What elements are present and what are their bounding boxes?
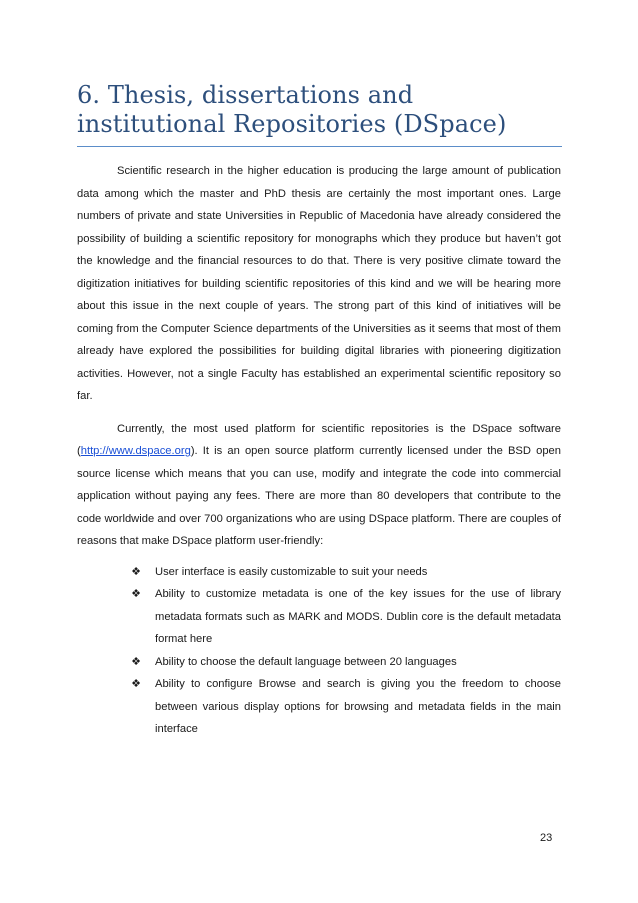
list-item	[123, 673, 561, 741]
paragraph-2	[77, 418, 561, 553]
list-item-text: User interface is easily customizable to suit your needs	[155, 565, 428, 578]
paragraph-2-text-before-link: Currently, the most used platform for scientific repositories is the DSpace software (	[77, 422, 561, 457]
list-item-text: Ability to choose the default language between 20 languages	[155, 655, 457, 668]
heading-underline	[77, 146, 562, 147]
paragraph-2-text-after-link: ). It is an open source platform currently licensed under the BSD open source license which means that you can use, modify and integrate the code into commercial application without paying any fees. There are more than 80 developers that contribute to the code worldwide and over 700 organizations who are using DSpace platform. There are couples of reasons that make DSpace platform user-friendly:	[77, 445, 561, 547]
page-number: 23	[540, 832, 553, 844]
list-item-text: Ability to configure Browse and search is giving you the freedom to choose between various display options for browsing and metadata fields in the main interface	[155, 678, 561, 735]
list-item	[123, 651, 561, 674]
feature-list	[77, 561, 561, 741]
list-item	[123, 561, 561, 584]
section-heading-line-1: 6. Thesis, dissertations and	[77, 81, 414, 109]
section-heading	[77, 81, 567, 139]
section-heading-line-2: institutional Repositories (DSpace)	[77, 110, 507, 138]
dspace-link[interactable]: http://www.dspace.org	[80, 445, 191, 457]
diamond-bullet-icon: ❖	[131, 587, 141, 600]
body-text	[77, 160, 561, 741]
list-item	[123, 583, 561, 651]
paragraph-1: Scientific research in the higher education is producing the large amount of publication data among which the master and PhD thesis are certainly the most important ones. Large numbers of private and state Universities in Republic of Macedonia have already considered the possibility of building a scientific repository for monographs which they produce but haven’t got the knowledge and the financial resources to do that. There is very positive climate toward the digitization initiatives for building scientific repositories of this kind and we will be hearing more about this issue in the next couple of years. The strong part of this kind of initiatives will be coming from the Computer Science departments of the Universities as it seems that most of them already have explored the possibilities for building digital libraries with pioneering digitization activities. However, not a single Faculty has established an experimental scientific repository so far.	[77, 165, 561, 402]
diamond-bullet-icon: ❖	[131, 654, 141, 668]
diamond-bullet-icon: ❖	[131, 564, 141, 578]
list-item-text: Ability to customize metadata is one of the key issues for the use of library metadata formats such as MARK and MODS. Dublin core is the default metadata format here	[155, 588, 561, 645]
diamond-bullet-icon: ❖	[131, 677, 141, 690]
